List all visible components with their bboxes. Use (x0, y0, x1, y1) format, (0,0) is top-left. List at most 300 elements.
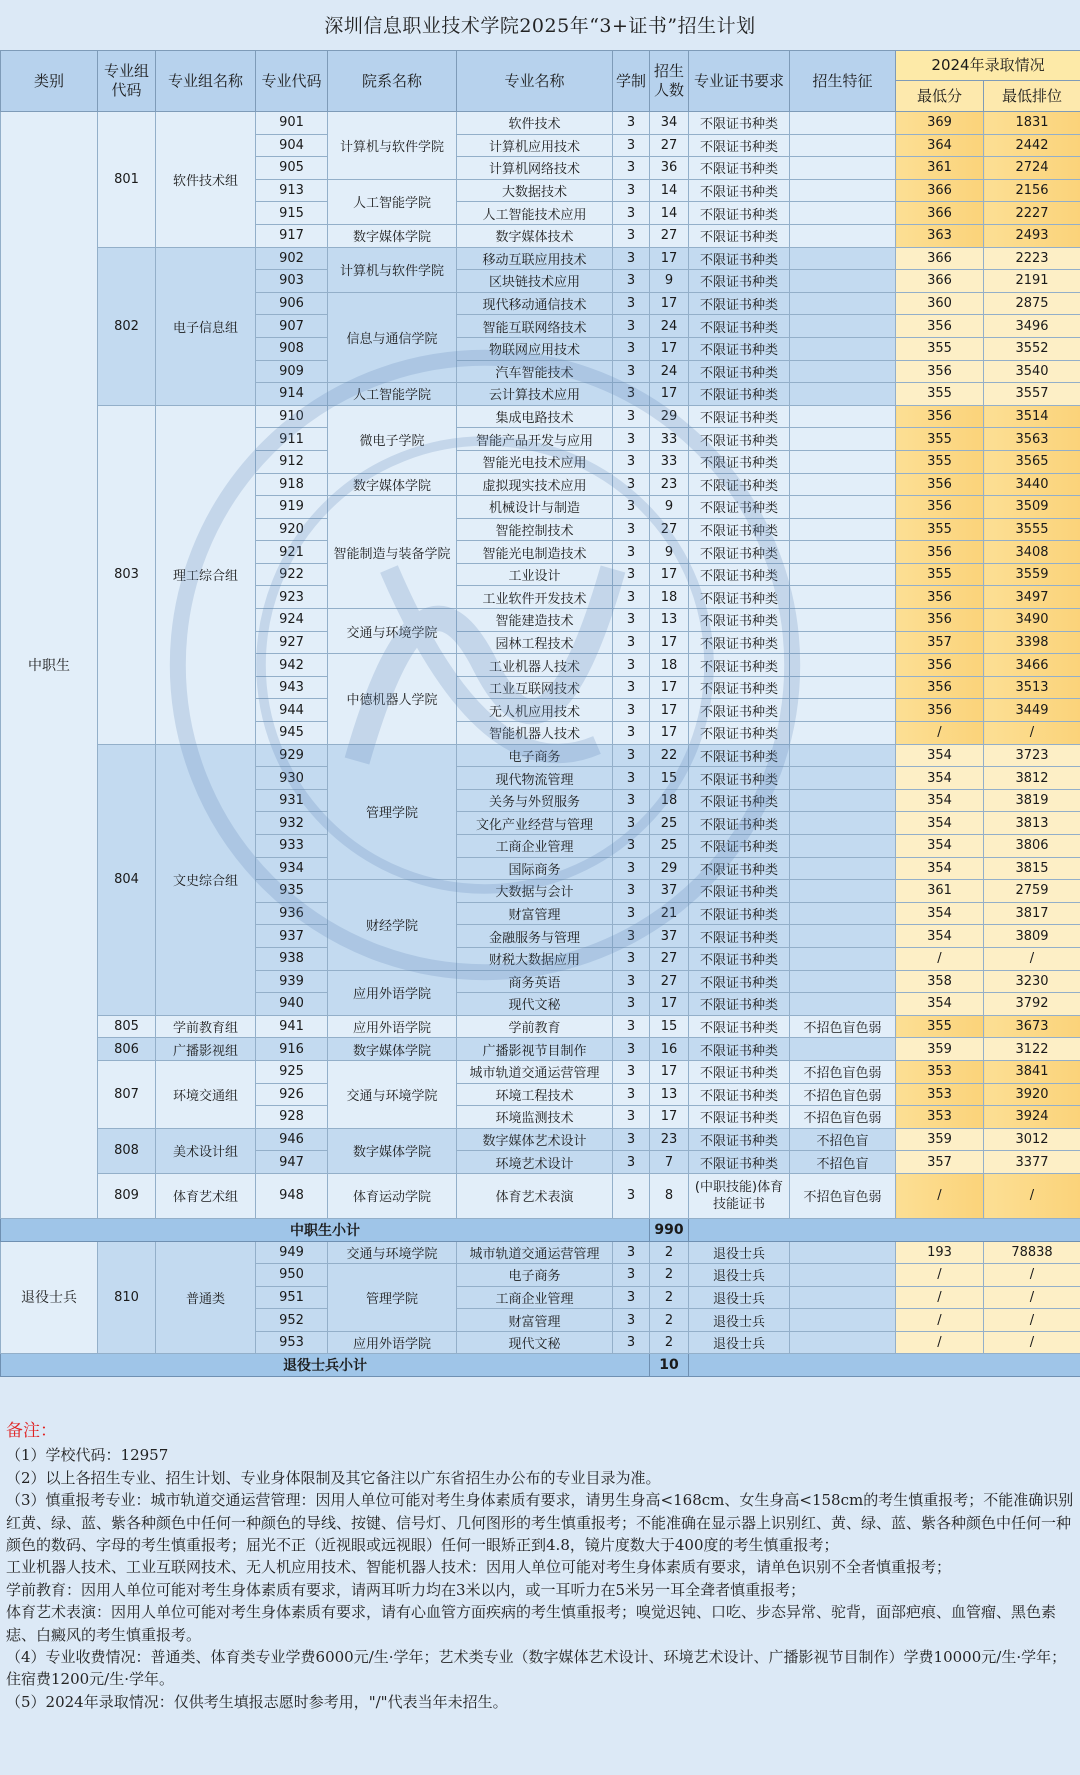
group-code-cell: 810 (98, 1241, 156, 1354)
feature-cell (790, 518, 896, 541)
major-code-cell: 922 (256, 563, 328, 586)
years-cell: 3 (613, 1038, 650, 1061)
years-cell: 3 (613, 450, 650, 473)
years-cell: 3 (613, 654, 650, 677)
cert-cell: 不限证书种类 (689, 134, 790, 157)
group-name-cell: 电子信息组 (156, 247, 256, 405)
min-score-cell: 356 (896, 654, 984, 677)
years-cell: 3 (613, 1286, 650, 1309)
cert-cell: 不限证书种类 (689, 586, 790, 609)
major-name-cell: 智能机器人技术 (457, 722, 613, 745)
subtotal-row (1, 1218, 1080, 1241)
min-score-cell: 356 (896, 496, 984, 519)
min-score-cell: 355 (896, 1015, 984, 1038)
major-code-cell: 952 (256, 1309, 328, 1332)
min-score-cell: 354 (896, 993, 984, 1016)
min-score-cell: 354 (896, 925, 984, 948)
major-name-cell: 体育艺术表演 (457, 1173, 613, 1218)
count-cell: 36 (650, 157, 689, 180)
major-code-cell: 924 (256, 609, 328, 632)
min-score-cell: 354 (896, 857, 984, 880)
feature-cell (790, 993, 896, 1016)
min-score-cell: / (896, 1173, 984, 1218)
years-cell: 3 (613, 993, 650, 1016)
min-rank-cell: 3122 (984, 1038, 1080, 1061)
cert-cell: 不限证书种类 (689, 1151, 790, 1174)
major-code-cell: 909 (256, 360, 328, 383)
header-min-score: 最低分 (896, 81, 984, 112)
count-cell: 37 (650, 880, 689, 903)
major-code-cell: 901 (256, 112, 328, 135)
feature-cell (790, 292, 896, 315)
dept-cell: 中德机器人学院 (328, 654, 457, 744)
dept-cell: 应用外语学院 (328, 1015, 457, 1038)
count-cell: 18 (650, 586, 689, 609)
min-score-cell: 366 (896, 202, 984, 225)
years-cell: 3 (613, 247, 650, 270)
count-cell: 17 (650, 722, 689, 745)
years-cell: 3 (613, 1083, 650, 1106)
min-score-cell: 356 (896, 676, 984, 699)
cert-cell: 不限证书种类 (689, 383, 790, 406)
years-cell: 3 (613, 767, 650, 790)
min-rank-cell: 3924 (984, 1106, 1080, 1129)
major-name-cell: 现代移动通信技术 (457, 292, 613, 315)
cert-cell: 不限证书种类 (689, 337, 790, 360)
cert-cell: 不限证书种类 (689, 857, 790, 880)
count-cell: 17 (650, 563, 689, 586)
min-rank-cell: 3813 (984, 812, 1080, 835)
cert-cell: 退役士兵 (689, 1264, 790, 1287)
cert-cell: 不限证书种类 (689, 179, 790, 202)
major-name-cell: 环境艺术设计 (457, 1151, 613, 1174)
cert-cell: 不限证书种类 (689, 157, 790, 180)
min-rank-cell: / (984, 1331, 1080, 1354)
min-score-cell: 355 (896, 383, 984, 406)
group-code-cell: 804 (98, 744, 156, 1015)
years-cell: 3 (613, 1151, 650, 1174)
feature-cell (790, 428, 896, 451)
table-row (1, 405, 1080, 428)
min-score-cell: 354 (896, 902, 984, 925)
header-group-code: 专业组代码 (98, 51, 156, 112)
major-code-cell: 940 (256, 993, 328, 1016)
feature-cell (790, 609, 896, 632)
min-rank-cell: 78838 (984, 1241, 1080, 1264)
major-code-cell: 912 (256, 450, 328, 473)
dept-cell: 数字媒体学院 (328, 1038, 457, 1061)
cert-cell: 不限证书种类 (689, 947, 790, 970)
note-item: （4）专业收费情况：普通类、体育类专业学费6000元/生·学年；艺术类专业（数字媒体艺术设计、环境艺术设计、广播影视节目制作）学费10000元/生·学年；住宿费1200元/生·学年。 (6, 1648, 1067, 1689)
group-code-cell: 807 (98, 1060, 156, 1128)
cert-cell: (中职技能)体育技能证书 (689, 1173, 790, 1218)
note-item: （1）学校代码：12957 (6, 1446, 169, 1465)
years-cell: 3 (613, 518, 650, 541)
feature-cell: 不招色盲色弱 (790, 1015, 896, 1038)
major-code-cell: 904 (256, 134, 328, 157)
years-cell: 3 (613, 722, 650, 745)
min-score-cell: 355 (896, 450, 984, 473)
min-score-cell: 364 (896, 134, 984, 157)
dept-cell: 管理学院 (328, 744, 457, 880)
min-score-cell: / (896, 1309, 984, 1332)
major-code-cell: 908 (256, 337, 328, 360)
group-code-cell: 806 (98, 1038, 156, 1061)
min-rank-cell: 2191 (984, 270, 1080, 293)
years-cell: 3 (613, 609, 650, 632)
table-row (1, 247, 1080, 270)
major-name-cell: 工商企业管理 (457, 1286, 613, 1309)
header-dept: 院系名称 (328, 51, 457, 112)
min-score-cell: 356 (896, 586, 984, 609)
table-row (1, 112, 1080, 135)
header-years: 学制 (613, 51, 650, 112)
category-cell: 退役士兵 (1, 1241, 98, 1354)
min-rank-cell: 3490 (984, 609, 1080, 632)
min-score-cell: 353 (896, 1106, 984, 1129)
major-code-cell: 937 (256, 925, 328, 948)
min-score-cell: 355 (896, 337, 984, 360)
cert-cell: 不限证书种类 (689, 1106, 790, 1129)
count-cell: 22 (650, 744, 689, 767)
cert-cell: 不限证书种类 (689, 315, 790, 338)
count-cell: 14 (650, 179, 689, 202)
feature-cell (790, 157, 896, 180)
cert-cell: 不限证书种类 (689, 541, 790, 564)
min-score-cell: 356 (896, 609, 984, 632)
years-cell: 3 (613, 360, 650, 383)
count-cell: 27 (650, 970, 689, 993)
min-score-cell: 356 (896, 360, 984, 383)
min-rank-cell: 3509 (984, 496, 1080, 519)
table-row (1, 1015, 1080, 1038)
feature-cell: 不招色盲色弱 (790, 1083, 896, 1106)
feature-cell (790, 947, 896, 970)
dept-cell: 财经学院 (328, 880, 457, 970)
feature-cell (790, 812, 896, 835)
group-name-cell: 文史综合组 (156, 744, 256, 1015)
feature-cell (790, 970, 896, 993)
subtotal-label: 中职生小计 (1, 1218, 650, 1241)
cert-cell: 退役士兵 (689, 1241, 790, 1264)
years-cell: 3 (613, 925, 650, 948)
min-score-cell: 354 (896, 789, 984, 812)
table-row (1, 744, 1080, 767)
years-cell: 3 (613, 337, 650, 360)
count-cell: 17 (650, 383, 689, 406)
major-code-cell: 935 (256, 880, 328, 903)
dept-cell: 人工智能学院 (328, 383, 457, 406)
count-cell: 16 (650, 1038, 689, 1061)
min-rank-cell: 2875 (984, 292, 1080, 315)
feature-cell (790, 315, 896, 338)
major-code-cell: 926 (256, 1083, 328, 1106)
count-cell: 17 (650, 292, 689, 315)
header-group-name: 专业组名称 (156, 51, 256, 112)
min-score-cell: 359 (896, 1128, 984, 1151)
cert-cell: 不限证书种类 (689, 654, 790, 677)
major-name-cell: 智能产品开发与应用 (457, 428, 613, 451)
note-item: （2）以上各招生专业、招生计划、专业身体限制及其它备注以广东省招生办公布的专业目录为准。 (6, 1468, 661, 1487)
major-name-cell: 工商企业管理 (457, 835, 613, 858)
feature-cell (790, 405, 896, 428)
major-code-cell: 941 (256, 1015, 328, 1038)
min-score-cell: 356 (896, 473, 984, 496)
min-rank-cell: 2493 (984, 224, 1080, 247)
major-code-cell: 905 (256, 157, 328, 180)
major-name-cell: 电子商务 (457, 744, 613, 767)
count-cell: 17 (650, 993, 689, 1016)
major-code-cell: 925 (256, 1060, 328, 1083)
major-name-cell: 智能光电制造技术 (457, 541, 613, 564)
major-code-cell: 929 (256, 744, 328, 767)
feature-cell (790, 880, 896, 903)
major-code-cell: 917 (256, 224, 328, 247)
feature-cell (790, 224, 896, 247)
count-cell: 37 (650, 925, 689, 948)
major-name-cell: 工业机器人技术 (457, 654, 613, 677)
cert-cell: 退役士兵 (689, 1309, 790, 1332)
count-cell: 25 (650, 835, 689, 858)
feature-cell (790, 1241, 896, 1264)
header-min-rank: 最低排位 (984, 81, 1080, 112)
major-code-cell: 950 (256, 1264, 328, 1287)
count-cell: 2 (650, 1241, 689, 1264)
major-name-cell: 现代文秘 (457, 1331, 613, 1354)
major-code-cell: 936 (256, 902, 328, 925)
min-score-cell: 361 (896, 157, 984, 180)
years-cell: 3 (613, 947, 650, 970)
years-cell: 3 (613, 902, 650, 925)
feature-cell (790, 722, 896, 745)
major-name-cell: 虚拟现实技术应用 (457, 473, 613, 496)
category-cell: 中职生 (1, 112, 98, 1219)
feature-cell (790, 744, 896, 767)
years-cell: 3 (613, 1015, 650, 1038)
min-rank-cell: 3817 (984, 902, 1080, 925)
min-score-cell: 356 (896, 405, 984, 428)
major-name-cell: 计算机应用技术 (457, 134, 613, 157)
cert-cell: 不限证书种类 (689, 902, 790, 925)
min-score-cell: 355 (896, 563, 984, 586)
group-name-cell: 软件技术组 (156, 112, 256, 248)
group-name-cell: 体育艺术组 (156, 1173, 256, 1218)
count-cell: 13 (650, 609, 689, 632)
subtotal-count: 990 (650, 1218, 689, 1241)
years-cell: 3 (613, 1106, 650, 1129)
major-code-cell: 916 (256, 1038, 328, 1061)
feature-cell: 不招色盲色弱 (790, 1060, 896, 1083)
count-cell: 33 (650, 450, 689, 473)
years-cell: 3 (613, 563, 650, 586)
years-cell: 3 (613, 835, 650, 858)
cert-cell: 不限证书种类 (689, 993, 790, 1016)
feature-cell (790, 270, 896, 293)
group-name-cell: 美术设计组 (156, 1128, 256, 1173)
years-cell: 3 (613, 157, 650, 180)
major-name-cell: 园林工程技术 (457, 631, 613, 654)
count-cell: 18 (650, 654, 689, 677)
years-cell: 3 (613, 744, 650, 767)
feature-cell (790, 1264, 896, 1287)
major-code-cell: 949 (256, 1241, 328, 1264)
feature-cell (790, 360, 896, 383)
feature-cell (790, 134, 896, 157)
major-name-cell: 学前教育 (457, 1015, 613, 1038)
years-cell: 3 (613, 541, 650, 564)
major-code-cell: 906 (256, 292, 328, 315)
cert-cell: 不限证书种类 (689, 224, 790, 247)
major-name-cell: 财富管理 (457, 1309, 613, 1332)
cert-cell: 不限证书种类 (689, 518, 790, 541)
min-rank-cell: 3815 (984, 857, 1080, 880)
years-cell: 3 (613, 1060, 650, 1083)
major-name-cell: 大数据与会计 (457, 880, 613, 903)
feature-cell (790, 202, 896, 225)
cert-cell: 不限证书种类 (689, 767, 790, 790)
cert-cell: 不限证书种类 (689, 270, 790, 293)
cert-cell: 退役士兵 (689, 1286, 790, 1309)
count-cell: 25 (650, 812, 689, 835)
min-score-cell: 358 (896, 970, 984, 993)
subtotal-blank (689, 1354, 1080, 1377)
cert-cell: 不限证书种类 (689, 112, 790, 135)
major-name-cell: 工业设计 (457, 563, 613, 586)
major-code-cell: 942 (256, 654, 328, 677)
table-row (1, 1060, 1080, 1083)
min-score-cell: 354 (896, 767, 984, 790)
min-rank-cell: 3466 (984, 654, 1080, 677)
cert-cell: 不限证书种类 (689, 744, 790, 767)
major-name-cell: 财富管理 (457, 902, 613, 925)
dept-cell: 数字媒体学院 (328, 224, 457, 247)
note-item: 体育艺术表演：因用人单位可能对考生身体素质有要求，请有心血管方面疾病的考生慎重报考；嗅觉迟钝、口吃、步态异常、驼背，面部疤痕、血管瘤、黑色素痣、白癜风的考生慎重报考。 (6, 1603, 1057, 1644)
major-name-cell: 工业互联网技术 (457, 676, 613, 699)
min-rank-cell: 3377 (984, 1151, 1080, 1174)
min-rank-cell: 3513 (984, 676, 1080, 699)
years-cell: 3 (613, 857, 650, 880)
major-code-cell: 948 (256, 1173, 328, 1218)
count-cell: 17 (650, 676, 689, 699)
dept-cell: 体育运动学院 (328, 1173, 457, 1218)
cert-cell: 不限证书种类 (689, 789, 790, 812)
min-rank-cell: 3540 (984, 360, 1080, 383)
dept-cell: 信息与通信学院 (328, 292, 457, 382)
feature-cell (790, 925, 896, 948)
years-cell: 3 (613, 405, 650, 428)
cert-cell: 不限证书种类 (689, 247, 790, 270)
years-cell: 3 (613, 586, 650, 609)
min-rank-cell: 1831 (984, 112, 1080, 135)
min-rank-cell: / (984, 722, 1080, 745)
major-code-cell: 951 (256, 1286, 328, 1309)
min-score-cell: 354 (896, 835, 984, 858)
cert-cell: 不限证书种类 (689, 1015, 790, 1038)
cert-cell: 不限证书种类 (689, 925, 790, 948)
count-cell: 24 (650, 315, 689, 338)
min-rank-cell: 2223 (984, 247, 1080, 270)
group-code-cell: 803 (98, 405, 156, 744)
count-cell: 27 (650, 518, 689, 541)
header-cert: 专业证书要求 (689, 51, 790, 112)
years-cell: 3 (613, 1331, 650, 1354)
min-rank-cell: / (984, 1173, 1080, 1218)
years-cell: 3 (613, 179, 650, 202)
min-rank-cell: 3812 (984, 767, 1080, 790)
major-name-cell: 智能建造技术 (457, 609, 613, 632)
subtotal-label: 退役士兵小计 (1, 1354, 650, 1377)
years-cell: 3 (613, 202, 650, 225)
min-score-cell: 357 (896, 1151, 984, 1174)
major-name-cell: 集成电路技术 (457, 405, 613, 428)
major-name-cell: 环境监测技术 (457, 1106, 613, 1129)
major-name-cell: 工业软件开发技术 (457, 586, 613, 609)
cert-cell: 不限证书种类 (689, 1038, 790, 1061)
major-code-cell: 923 (256, 586, 328, 609)
header-major-code: 专业代码 (256, 51, 328, 112)
min-rank-cell: 3514 (984, 405, 1080, 428)
feature-cell (790, 473, 896, 496)
min-score-cell: 353 (896, 1060, 984, 1083)
cert-cell: 不限证书种类 (689, 880, 790, 903)
years-cell: 3 (613, 292, 650, 315)
min-rank-cell: 3496 (984, 315, 1080, 338)
cert-cell: 不限证书种类 (689, 631, 790, 654)
major-code-cell: 914 (256, 383, 328, 406)
major-name-cell: 智能光电技术应用 (457, 450, 613, 473)
dept-cell: 人工智能学院 (328, 179, 457, 224)
admission-plan-table (0, 50, 1080, 1377)
count-cell: 17 (650, 631, 689, 654)
feature-cell (790, 541, 896, 564)
years-cell: 3 (613, 428, 650, 451)
feature-cell (790, 1038, 896, 1061)
feature-cell (790, 654, 896, 677)
major-code-cell: 943 (256, 676, 328, 699)
feature-cell (790, 586, 896, 609)
min-rank-cell: 3012 (984, 1128, 1080, 1151)
count-cell: 18 (650, 789, 689, 812)
feature-cell: 不招色盲 (790, 1151, 896, 1174)
major-code-cell: 930 (256, 767, 328, 790)
count-cell: 24 (650, 360, 689, 383)
group-code-cell: 809 (98, 1173, 156, 1218)
major-name-cell: 文化产业经营与管理 (457, 812, 613, 835)
count-cell: 23 (650, 473, 689, 496)
count-cell: 17 (650, 1106, 689, 1129)
notes-section (6, 1420, 1076, 1713)
group-code-cell: 805 (98, 1015, 156, 1038)
count-cell: 8 (650, 1173, 689, 1218)
min-score-cell: 359 (896, 1038, 984, 1061)
major-name-cell: 物联网应用技术 (457, 337, 613, 360)
count-cell: 17 (650, 247, 689, 270)
feature-cell (790, 563, 896, 586)
years-cell: 3 (613, 1128, 650, 1151)
major-code-cell: 927 (256, 631, 328, 654)
years-cell: 3 (613, 1264, 650, 1287)
min-rank-cell: / (984, 947, 1080, 970)
major-code-cell: 945 (256, 722, 328, 745)
subtotal-blank (689, 1218, 1080, 1241)
group-code-cell: 802 (98, 247, 156, 405)
cert-cell: 不限证书种类 (689, 473, 790, 496)
min-rank-cell: 3398 (984, 631, 1080, 654)
min-score-cell: 355 (896, 518, 984, 541)
count-cell: 9 (650, 496, 689, 519)
feature-cell: 不招色盲色弱 (790, 1173, 896, 1218)
min-rank-cell: 3565 (984, 450, 1080, 473)
